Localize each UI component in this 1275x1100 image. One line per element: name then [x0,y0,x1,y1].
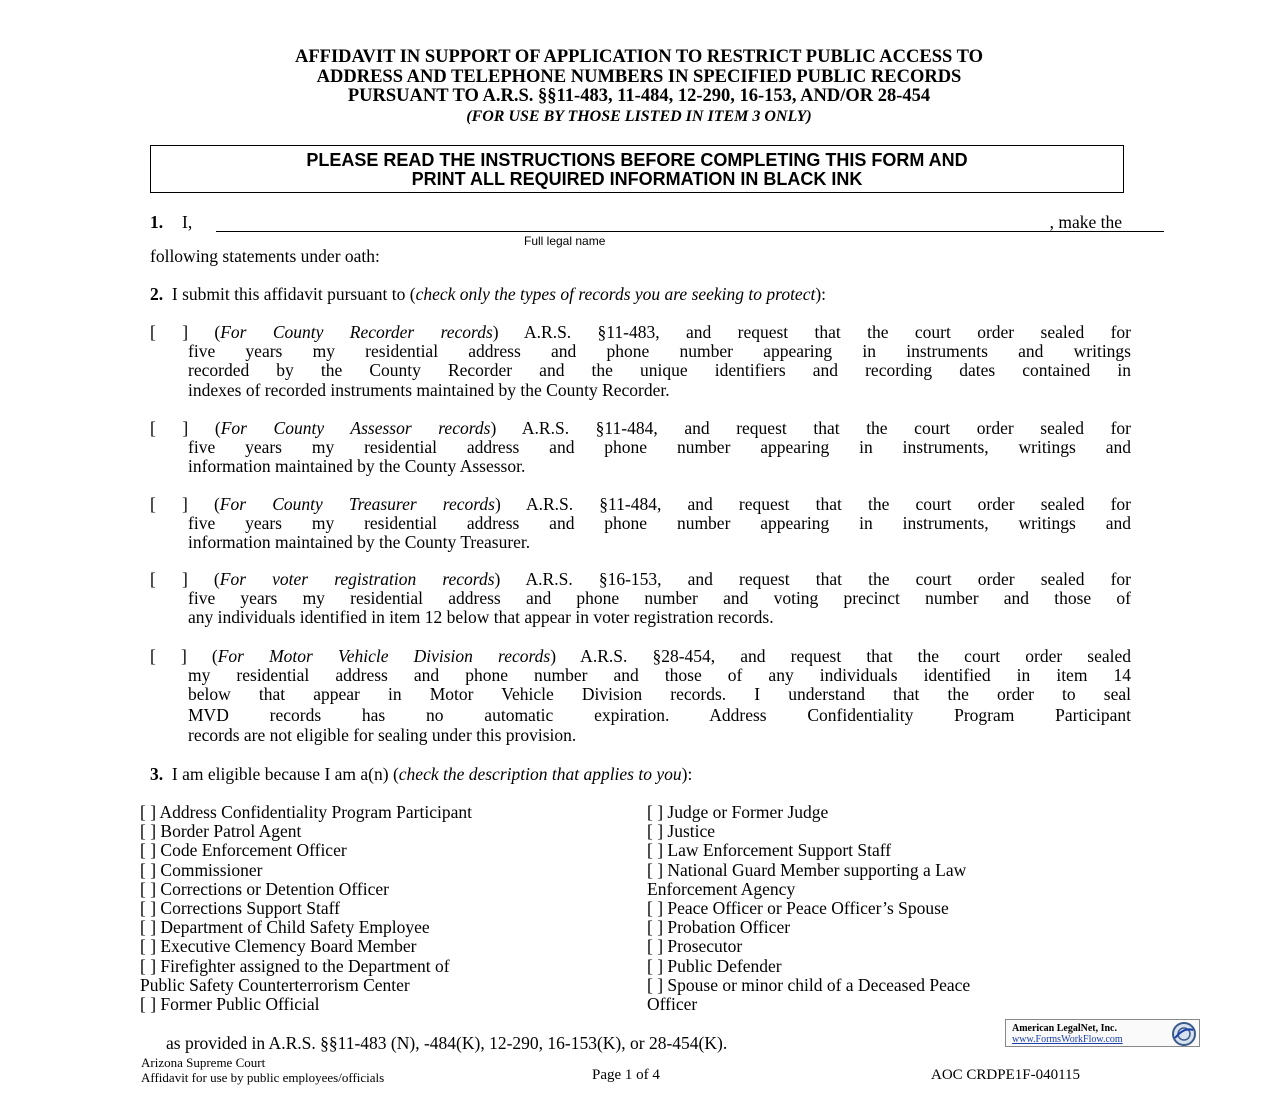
option-line: five years my residential address and phone number and voting precinct number and those of [188,588,1131,609]
full-legal-name-field[interactable] [216,231,1164,232]
american-legalnet-logo[interactable] [1005,1019,1200,1047]
title-line-2: ADDRESS AND TELEPHONE NUMBERS IN SPECIFIED PUBLIC RECORDS [316,66,962,87]
item-1 [150,213,1122,237]
option-line: records are not eligible for sealing under this provision. [188,724,577,745]
option-motor-vehicle [150,647,1131,745]
logo-name: American LegalNet, Inc. [1012,1023,1117,1034]
statute-reference: as provided in A.R.S. §§11-483 (N), -484(K), 12-290, 16-153(K), or 28-454(K). [166,1033,728,1053]
eligibility-option[interactable]: [ ] Corrections or Detention Officer [140,878,389,899]
full-legal-name-label: Full legal name [524,234,606,248]
instructions-box [150,145,1124,193]
eligibility-option[interactable]: [ ] Code Enforcement Officer [140,840,347,861]
instructions-line-2: PRINT ALL REQUIRED INFORMATION IN BLACK INK [411,169,863,189]
eligibility-option[interactable]: [ ] Law Enforcement Support Staff [647,840,892,861]
eligibility-option[interactable]: [ ] Spouse or minor child of a Deceased Peace [647,974,971,995]
option-county-treasurer [150,495,1131,553]
paren-open: ( [188,322,221,342]
option-first-line-rest: ) A.R.S. §16-153, and request that the court order sealed for [494,569,1132,589]
option-first-line-rest: ) A.R.S. §28-454, and request that the court order sealed [550,646,1132,666]
checkbox-voter-registration[interactable]: [ ] [150,569,188,589]
title-subtitle: (FOR USE BY THOSE LISTED IN ITEM 3 ONLY) [466,107,812,125]
eligibility-option[interactable]: [ ] Probation Officer [647,917,791,938]
option-line: recorded by the County Recorder and the unique identifiers and recording dates contained in [188,360,1131,381]
footer-court: Arizona Supreme Court [141,1055,266,1070]
item-1-number: 1. [150,212,164,232]
checkbox-county-recorder[interactable]: [ ] [150,322,189,342]
option-label: For County Recorder records [220,322,493,342]
option-line: below that appear in Motor Vehicle Division records. I understand that the order to seal [188,684,1131,705]
footer-left [141,1055,384,1085]
option-label: For County Assessor records [220,418,491,438]
option-line: five years my residential address and phone number appearing in instruments, writings and [188,437,1131,458]
logo-url[interactable]: www.FormsWorkFlow.com [1012,1034,1123,1045]
item-3-text-before: I am eligible because I am a(n) ( [171,764,399,784]
globe-icon [1171,1021,1197,1047]
paren-open: ( [187,569,220,589]
option-first-line-rest: ) A.R.S. §11-483, and request that the court order sealed for [492,322,1132,342]
title-line-3: PURSUANT TO A.R.S. §§11-483, 11-484, 12-290, 16-153, AND/OR 28-454 [347,86,931,106]
option-line: five years my residential address and phone number appearing in instruments and writings [188,341,1131,362]
eligibility-option-continuation: Enforcement Agency [647,878,796,899]
form-id: AOC CRDPE1F-040115 [931,1067,1081,1083]
eligibility-option[interactable]: [ ] Department of Child Safety Employee [140,917,430,938]
option-line: information maintained by the County Assessor. [188,456,526,477]
option-label: For County Treasurer records [219,494,495,514]
paren-open: ( [188,418,221,438]
eligibility-option[interactable]: [ ] Prosecutor [647,936,743,957]
eligibility-option[interactable]: [ ] Address Confidentiality Program Participant [140,802,472,822]
option-line: any individuals identified in item 12 below that appear in voter registration records. [188,607,774,628]
paren-open: ( [186,646,218,666]
checkbox-county-treasurer[interactable]: [ ] [150,494,188,514]
item-1-continuation: following statements under oath: [150,246,380,266]
footer-form-description: Affidavit for use by public employees/officials [141,1070,385,1085]
eligibility-option[interactable]: [ ] National Guard Member supporting a Law [647,859,967,880]
eligibility-left-column [140,803,640,1014]
item-1-suffix: , make the [1049,212,1122,232]
checkbox-motor-vehicle[interactable]: [ ] [150,646,187,666]
option-county-recorder [150,323,1131,400]
item-2-text-italic: check only the types of records you are seeking to protect [415,284,816,304]
item-2-text-after: ): [815,284,827,304]
eligibility-option-continuation: Public Safety Counterterrorism Center [140,974,410,995]
option-first-line-rest: ) A.R.S. §11-484, and request that the court order sealed for [490,418,1132,438]
item-2-heading [150,285,826,304]
eligibility-option[interactable]: [ ] Corrections Support Staff [140,898,340,919]
option-line: MVD records has no automatic expiration. Address Confidentiality Program Participant [188,704,1131,725]
item-3-heading [150,765,692,784]
option-voter-registration [150,570,1131,628]
checkbox-county-assessor[interactable]: [ ] [150,418,189,438]
item-1-prefix: I, [182,212,193,232]
item-2-text-before: I submit this affidavit pursuant to ( [171,284,416,304]
eligibility-option[interactable]: [ ] Executive Clemency Board Member [140,936,417,957]
title-line-1: AFFIDAVIT IN SUPPORT OF APPLICATION TO RESTRICT PUBLIC ACCESS TO [295,47,983,67]
option-line: indexes of recorded instruments maintained by the County Recorder. [188,379,670,400]
page-number: Page 1 of 4 [592,1067,660,1083]
item-3-text-after: ): [681,764,693,784]
option-line: my residential address and phone number and those of any individuals identified in item 14 [188,665,1131,686]
option-label: For Motor Vehicle Division records [217,646,551,666]
eligibility-option[interactable]: [ ] Justice [647,821,716,842]
eligibility-option[interactable]: [ ] Public Defender [647,955,782,976]
item-3-number: 3. [150,764,164,784]
eligibility-option[interactable]: [ ] Commissioner [140,859,263,880]
paren-open: ( [187,494,220,514]
eligibility-right-column [647,803,1127,1014]
option-label: For voter registration records [219,569,495,589]
eligibility-option[interactable]: [ ] Former Public Official [140,994,320,1015]
instructions-line-1: PLEASE READ THE INSTRUCTIONS BEFORE COMPLETING THIS FORM AND [306,150,968,170]
option-line: information maintained by the County Treasurer. [188,532,531,553]
option-first-line-rest: ) A.R.S. §11-484, and request that the court order sealed for [494,494,1132,514]
eligibility-option[interactable]: [ ] Firefighter assigned to the Department of [140,955,450,976]
option-county-assessor [150,419,1131,477]
eligibility-option-continuation: Officer [647,994,698,1015]
item-3-text-italic: check the description that applies to you [398,764,682,784]
form-title [150,48,1128,126]
eligibility-option[interactable]: [ ] Border Patrol Agent [140,821,302,842]
option-line: five years my residential address and phone number appearing in instruments, writings and [188,513,1131,534]
item-2-number: 2. [150,284,164,304]
eligibility-option[interactable]: [ ] Judge or Former Judge [647,802,829,822]
eligibility-option[interactable]: [ ] Peace Officer or Peace Officer’s Spouse [647,898,949,919]
